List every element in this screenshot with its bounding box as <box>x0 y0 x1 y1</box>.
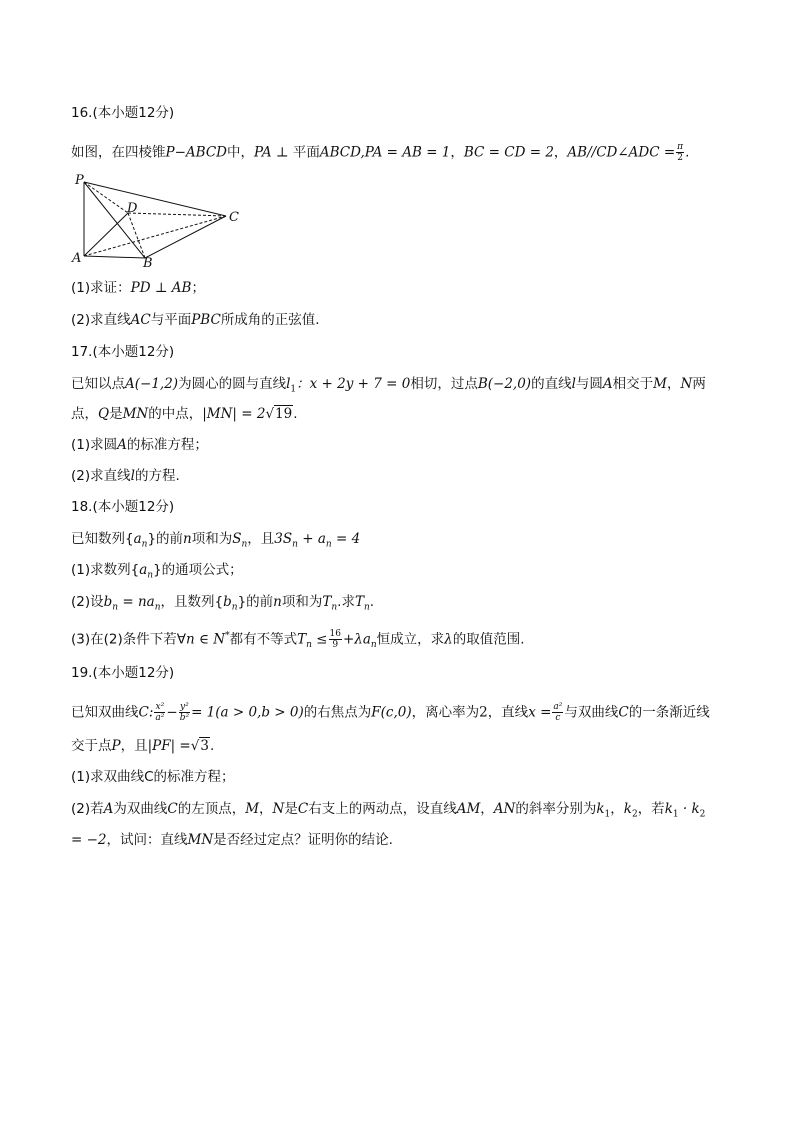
q18-part2: (2)设$b_n = na_n$，且数列$\{b_n\}$的前n项和为$T_n$.求$T_n$. <box>71 594 375 613</box>
q16-header: 16.(本小题12分) <box>71 105 175 121</box>
edge-AC <box>84 216 226 256</box>
sqrt-19: 19 <box>275 406 293 422</box>
q17-part2: (2)求直线l的方程. <box>71 468 180 484</box>
angle-fraction: $\frac{\pi}{2}$ <box>677 142 684 163</box>
edge-BC <box>145 216 226 258</box>
q18-header: 18.(本小题12分) <box>71 499 175 515</box>
q19-stem-line1: 已知双曲线C: $\frac{\text{x²}}{\text{a²}}$ − $\frac{\text{y²}}{\text{b²}}$ = 1(a > 0,b > 0)的右焦点为F(c,0)，离心率为2，直线x = $\frac{\text{a²}}{c}$ 与双曲线C的一条渐近线 <box>71 702 710 723</box>
y2-over-b2: $\frac{\text{y²}}{\text{b²}}$ <box>179 702 190 723</box>
q19-part2-line2: = −2，试问：直线MN是否经过定点？证明你的结论. <box>71 832 393 848</box>
label-A: A <box>72 251 82 266</box>
label-P: P <box>75 173 84 188</box>
edge-DB <box>128 213 145 258</box>
q17-header: 17.(本小题12分) <box>71 344 175 360</box>
q16-part1: (1)求证：PD ⊥ AB； <box>71 280 205 296</box>
q19-header: 19.(本小题12分) <box>71 665 175 681</box>
label-B: B <box>143 256 153 270</box>
q17-stem-line2: 点，Q是MN的中点，|MN| = 2√19. <box>71 406 298 422</box>
sixteen-ninths-fraction: $\frac{16}{9}$ <box>329 629 341 650</box>
q16-stem: 如图，在四棱锥P−ABCD中，PA ⊥ 平面ABCD,PA = AB = 1，BC = CD = 2，AB//CD∠ADC = $\frac{\pi}{2}$ . <box>71 142 690 163</box>
q18-stem: 已知数列$\{a_n\}$的前n项和为$S_n$，且$3S_n + a_n = 4$ <box>71 531 361 550</box>
q17-stem-line1: 已知以点A(−1,2)为圆心的圆与直线$l_1$：x + 2y + 7 = 0相切，过点B(−2,0)的直线l与圆A相交于M，N两 <box>71 376 706 395</box>
q18-part3: (3)在(2)条件下若∀n ∈ N*都有不等式$T_n$ ≤ $\frac{16}{9}$ $+\lambda a_n$恒成立，求λ的取值范围. <box>71 629 525 651</box>
q19-part1: (1)求双曲线C的标准方程； <box>71 769 235 785</box>
q16-part2: (2)求直线AC与平面PBC所成角的正弦值. <box>71 312 320 328</box>
edge-PD <box>84 182 128 213</box>
label-D: D <box>127 201 138 216</box>
a2-over-c: $\frac{\text{a²}}{c}$ <box>553 702 563 723</box>
pyramid-figure <box>70 170 250 270</box>
sqrt-3: 3 <box>200 738 209 754</box>
edge-PC <box>84 182 226 216</box>
q19-part2-line1: (2)若A为双曲线C的左顶点，M，N是C右支上的两动点，设直线AM，AN的斜率分别为$k_1$，$k_2$，若$k_1 \cdot k_2$ <box>71 801 706 820</box>
q17-part1: (1)求圆A的标准方程； <box>71 437 208 453</box>
q19-stem-line2: 交于点P，且|PF| =√3. <box>71 738 215 754</box>
label-C: C <box>229 210 239 225</box>
q18-part1: (1)求数列$\{a_n\}$的通项公式； <box>71 562 243 581</box>
x2-over-a2: $\frac{\text{x²}}{\text{a²}}$ <box>155 702 165 723</box>
edge-DC <box>128 213 226 216</box>
edge-AB <box>84 256 145 258</box>
